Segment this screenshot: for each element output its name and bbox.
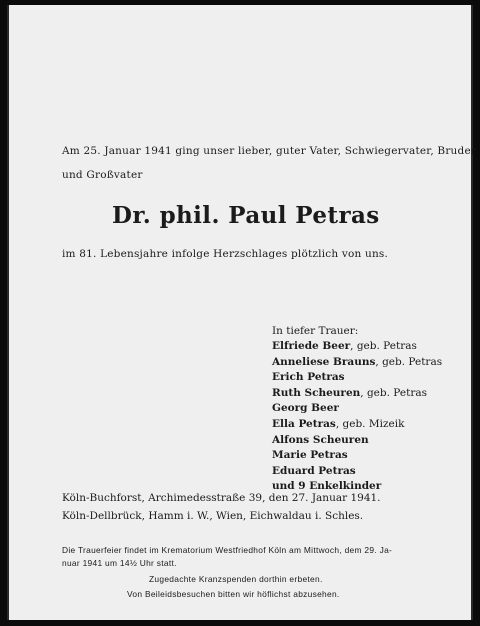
mourner-maiden-name: , geb. Petras	[360, 386, 427, 399]
death-line: im 81. Lebensjahre infolge Herzschlages plötzlich von uns.	[62, 248, 389, 260]
places-line: Köln-Dellbrück, Hamm i. W., Wien, Eichwaldau i. Schles.	[62, 510, 364, 522]
mourner-name: Georg Beer	[272, 402, 339, 415]
mourner-name: Eduard Petras	[272, 464, 356, 477]
mourner-maiden-name: , geb. Petras	[350, 340, 417, 352]
intro-line-2: und Großvater	[62, 169, 143, 181]
place-date-line: Köln-Buchforst, Archimedesstraße 39, den 27. Januar 1941.	[62, 492, 381, 504]
mourner-maiden-name: , geb. Petras	[375, 355, 443, 368]
ceremony-line-1: Die Trauerfeier findet im Krematorium Westfriedhof Köln am Mittwoch, dem 29. Ja-	[62, 545, 393, 555]
mourner-maiden-name: , geb. Mizeik	[335, 417, 405, 430]
mourner-item	[272, 401, 442, 417]
mourner-name: Alfons Scheuren	[272, 433, 369, 446]
mourner-item	[272, 355, 442, 371]
deceased-name: Dr. phil. Paul Petras	[112, 202, 380, 229]
obituary-card	[7, 5, 477, 620]
mourners-heading: In tiefer Trauer:	[272, 325, 359, 337]
mourner-item	[272, 339, 442, 355]
mourner-name: Anneliese Brauns	[272, 355, 376, 368]
mourner-item	[272, 370, 442, 386]
mourner-name: Erich Petras	[272, 371, 345, 384]
mourner-name: Ruth Scheuren	[272, 386, 361, 399]
mourner-name: Ella Petras	[272, 417, 336, 430]
ceremony-line-2: nuar 1941 um 14½ Uhr statt.	[62, 558, 177, 568]
mourner-item	[272, 448, 442, 464]
mourner-item	[272, 464, 442, 480]
mourner-item	[272, 433, 442, 449]
mourner-name: und 9 Enkelkinder	[272, 480, 382, 493]
condolence-line: Von Beileidsbesuchen bitten wir höflichst abzusehen.	[127, 589, 340, 599]
mourner-name: Elfriede Beer	[272, 340, 351, 352]
intro-line-1: Am 25. Januar 1941 ging unser lieber, guter Vater, Schwiegervater, Bruder	[62, 145, 477, 157]
mourner-item	[272, 417, 442, 433]
mourner-item	[272, 386, 442, 402]
mourners-list	[272, 339, 442, 495]
mourner-name: Marie Petras	[272, 449, 348, 462]
wreath-line: Zugedachte Kranzspenden dorthin erbeten.	[149, 574, 323, 584]
